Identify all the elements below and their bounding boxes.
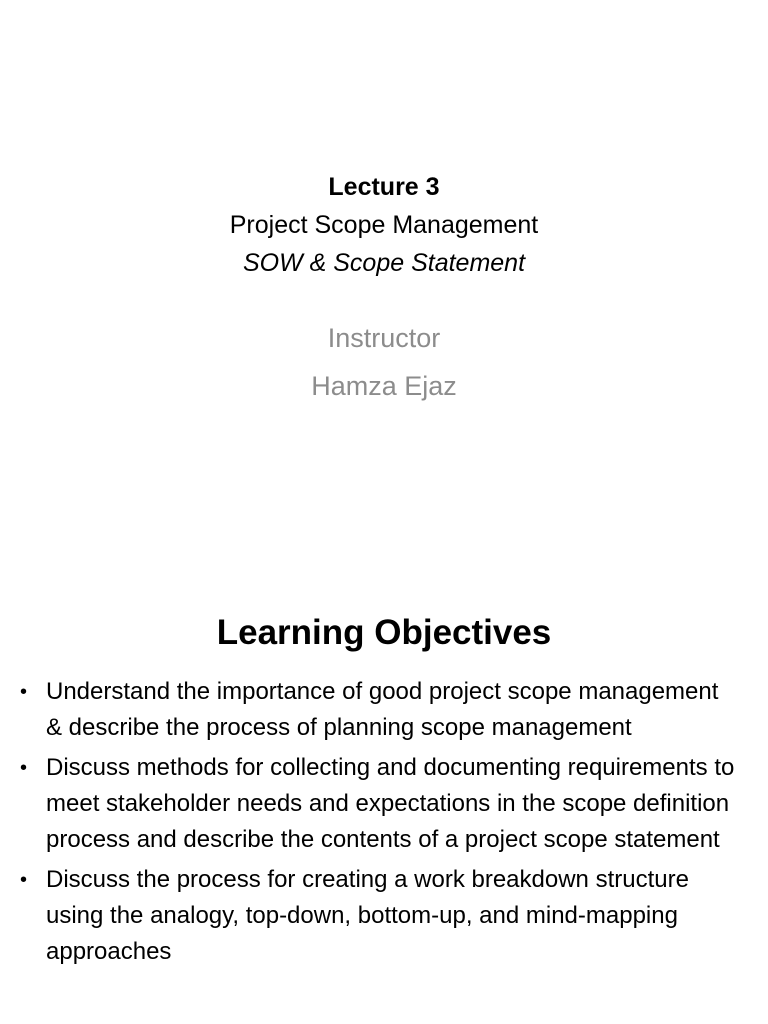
objectives-slide <box>0 576 768 1024</box>
objective-item-2 <box>16 750 736 858</box>
instructor-name: Hamza Ejaz <box>311 371 457 401</box>
title-block <box>0 168 768 282</box>
objectives-heading: Learning Objectives <box>216 613 552 652</box>
lecture-title: Project Scope Management <box>229 211 539 239</box>
lecture-subtitle: SOW & Scope Statement <box>242 249 526 277</box>
bullet-icon: • <box>20 757 28 779</box>
instructor-block <box>0 314 768 410</box>
bullet-icon: • <box>20 681 28 703</box>
bullet-icon: • <box>20 869 28 891</box>
objective-text: Discuss the process for creating a work breakdown structure using the analogy, top-down, bottom-up, and mind-mapping approaches <box>46 866 689 965</box>
lecture-number: Lecture 3 <box>328 173 440 201</box>
objective-text: Discuss methods for collecting and documenting requirements to meet stakeholder needs and expectations in the scope definition process and describe the contents of a project scope statement <box>46 754 735 853</box>
objective-item-1 <box>16 674 736 746</box>
instructor-label: Instructor <box>327 323 441 353</box>
objectives-list <box>16 674 736 974</box>
objective-item-3 <box>16 862 736 970</box>
objective-text: Understand the importance of good project scope management & describe the process of planning scope management <box>46 678 719 741</box>
